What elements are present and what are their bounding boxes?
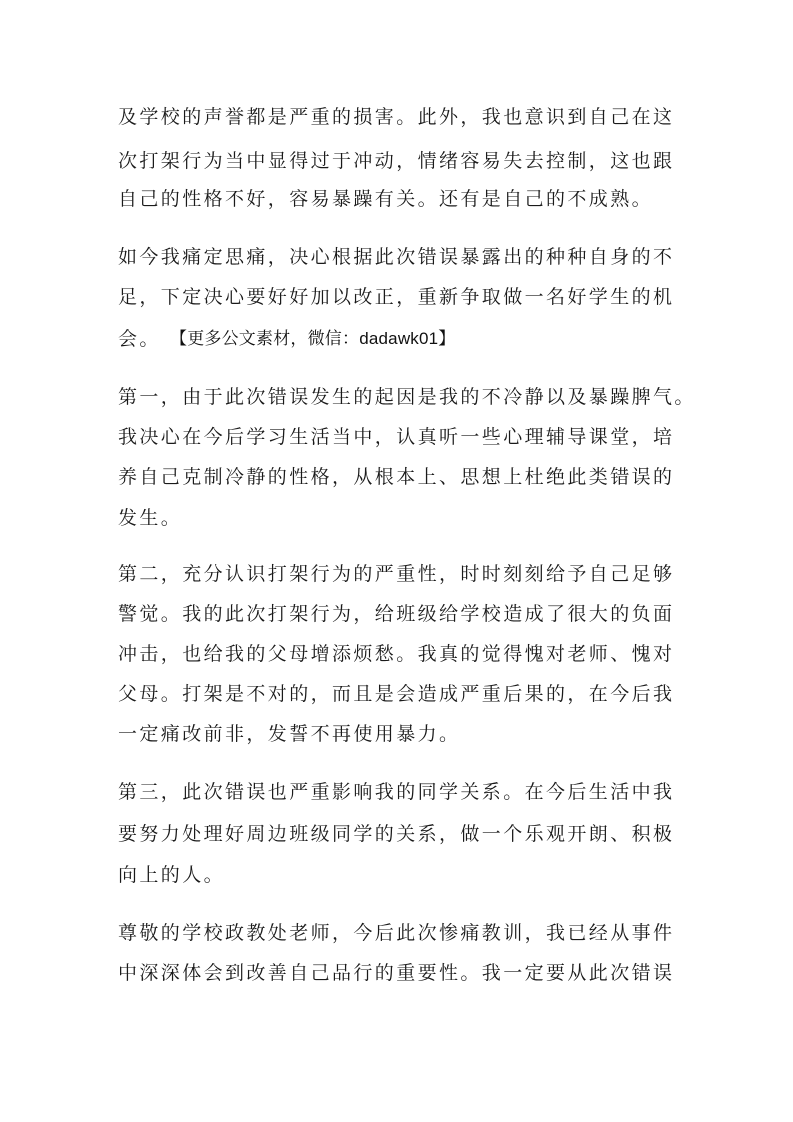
text-line: 我决心在今后学习生活当中，认真听一些心理辅导课堂，培 — [118, 426, 675, 448]
text-line: 尊敬的学校政教处老师，今后此次惨痛教训，我已经从事件 — [118, 922, 675, 944]
text-line: 养自己克制冷静的性格，从根本上、思想上杜绝此类错误的 — [118, 466, 675, 488]
text-line: 第三，此次错误也严重影响我的同学关系。在今后生活中我 — [118, 781, 675, 803]
text-line: 如今我痛定思痛，决心根据此次错误暴露出的种种自身的不 — [118, 246, 675, 268]
text-line: 第二，充分认识打架行为的严重性，时时刻刻给予自己足够 — [118, 563, 675, 585]
text-line: 足，下定决心要好好加以改正，重新争取做一名好学生的机 — [118, 286, 675, 308]
text-line: 会。 — [118, 328, 161, 350]
text-line: 第一，由于此次错误发生的起因是我的不冷静以及暴躁脾气。 — [118, 386, 696, 408]
text-line: 次打架行为当中显得过于冲动，情绪容易失去控制，这也跟 — [118, 150, 675, 172]
text-line: 发生。 — [118, 507, 183, 529]
text-line: 自己的性格不好，容易暴躁有关。还有是自己的不成熟。 — [118, 188, 654, 210]
text-line: 及学校的声誉都是严重的损害。此外，我也意识到自己在这 — [118, 106, 675, 128]
text-line: 父母。打架是不对的，而且是会造成严重后果的，在今后我 — [118, 683, 675, 705]
promo-note: 【更多公文素材，微信：dadawk01】 — [170, 329, 456, 348]
text-line: 一定痛改前非，发誓不再使用暴力。 — [118, 723, 461, 745]
text-line: 要努力处理好周边班级同学的关系，做一个乐观开朗、积极 — [118, 823, 675, 845]
text-line: 警觉。我的此次打架行为，给班级给学校造成了很大的负面 — [118, 603, 675, 625]
text-line: 冲击，也给我的父母增添烦愁。我真的觉得愧对老师、愧对 — [118, 643, 675, 665]
text-line: 向上的人。 — [118, 864, 226, 886]
text-line: 中深深体会到改善自己品行的重要性。我一定要从此次错误 — [118, 962, 675, 984]
